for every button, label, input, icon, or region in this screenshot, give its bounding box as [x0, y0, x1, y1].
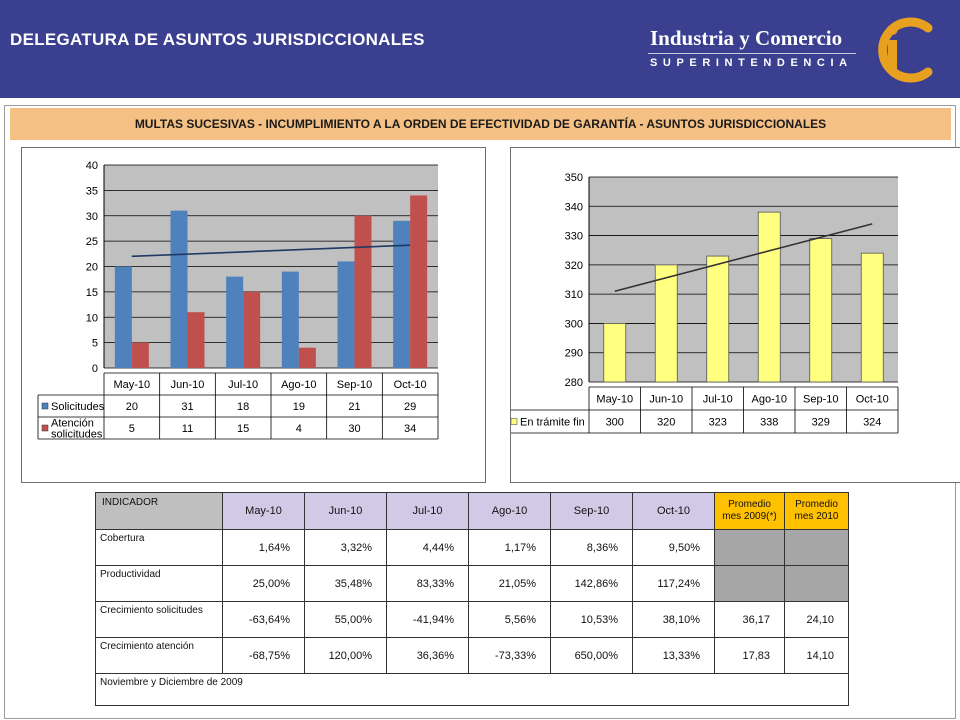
indicator-value: 38,10% [633, 602, 715, 638]
y-tick-label: 300 [564, 318, 583, 331]
data-value-label: 323 [708, 416, 727, 429]
chart-panel-pending [510, 147, 960, 483]
y-tick-label: 40 [85, 160, 98, 172]
bar-atenci-n-solicitudes-May-10 [132, 343, 149, 368]
indicator-table [95, 492, 849, 706]
x-category-label: May-10 [596, 393, 634, 406]
indicator-value: 25,00% [223, 566, 305, 602]
bar-en-tr-mite-fin-Sep-10 [810, 239, 832, 383]
data-value-label: 11 [181, 423, 194, 435]
bar-atenci-n-solicitudes-Jun-10 [188, 312, 205, 368]
x-category-label: Sep-10 [336, 379, 373, 391]
bar-solicitudes-Jul-10 [226, 277, 243, 368]
bar-atenci-n-solicitudes-Sep-10 [355, 216, 372, 368]
bar-solicitudes-Oct-10 [393, 221, 410, 368]
indicator-value: 120,00% [305, 638, 387, 674]
average-2010-value: 14,10 [785, 638, 849, 674]
y-tick-label: 350 [564, 172, 583, 184]
indicator-value: 1,64% [223, 530, 305, 566]
indicator-value: 5,56% [469, 602, 551, 638]
average-2010-header [785, 493, 849, 530]
y-tick-label: 330 [564, 230, 583, 243]
indicator-label: Cobertura [96, 530, 223, 566]
bar-en-tr-mite-fin-Oct-10 [861, 253, 883, 382]
bar-en-tr-mite-fin-May-10 [604, 323, 626, 382]
bar-solicitudes-Sep-10 [338, 261, 355, 368]
indicator-value: 142,86% [551, 566, 633, 602]
indicator-value: 10,53% [551, 602, 633, 638]
x-category-label: May-10 [113, 379, 151, 391]
average-2010-label: Promedio [795, 499, 838, 510]
average-2009-value: 17,83 [715, 638, 785, 674]
average-2010-value [785, 530, 849, 566]
bar-atenci-n-solicitudes-Jul-10 [243, 292, 260, 368]
x-category-label: Jul-10 [702, 393, 733, 406]
footnote: Noviembre y Diciembre de 2009 [96, 674, 849, 706]
x-category-label: Ago-10 [751, 393, 787, 406]
y-tick-label: 15 [85, 286, 98, 299]
indicator-body [96, 530, 849, 706]
y-tick-label: 340 [564, 201, 583, 214]
month-header: Jun-10 [305, 493, 387, 530]
y-tick-label: 320 [564, 259, 583, 272]
indicator-header-row [96, 493, 849, 530]
average-2009-label: Promedio [728, 499, 771, 510]
y-tick-label: 280 [564, 377, 583, 389]
y-tick-label: 310 [564, 289, 583, 302]
indicator-label: Productividad [96, 566, 223, 602]
month-header: Jul-10 [387, 493, 469, 530]
sic-logo-icon [868, 14, 940, 86]
indicator-value: -41,94% [387, 602, 469, 638]
indicator-value: -73,33% [469, 638, 551, 674]
legend-label: Solicitudes [51, 401, 105, 413]
average-2009-value [715, 566, 785, 602]
pending-bar-chart [511, 148, 960, 482]
data-value-label: 324 [863, 416, 882, 429]
y-tick-label: 25 [85, 236, 98, 249]
bar-atenci-n-solicitudes-Ago-10 [299, 348, 316, 368]
y-tick-label: 0 [91, 363, 98, 375]
x-category-label: Jun-10 [170, 379, 205, 391]
data-value-label: 29 [404, 401, 417, 413]
legend-label: Atención [51, 417, 94, 430]
data-value-label: 21 [348, 401, 361, 413]
y-tick-label: 35 [85, 185, 98, 198]
average-2010-value: 24,10 [785, 602, 849, 638]
data-value-label: 5 [128, 423, 135, 435]
legend-label: solicitudes [51, 428, 103, 441]
month-header: Ago-10 [469, 493, 551, 530]
brand-name: Industria y Comercio [650, 26, 843, 50]
legend-swatch [42, 403, 48, 409]
indicator-value: 9,50% [633, 530, 715, 566]
bar-en-tr-mite-fin-Ago-10 [758, 212, 780, 382]
average-2009-sub: mes 2009(*) [722, 511, 777, 522]
average-2009-header [715, 493, 785, 530]
indicator-row [96, 602, 849, 638]
indicator-label: Crecimiento solicitudes [96, 602, 223, 638]
bar-en-tr-mite-fin-Jul-10 [707, 256, 729, 382]
indicator-value: 3,32% [305, 530, 387, 566]
data-value-label: 34 [404, 423, 417, 435]
plot-area [589, 177, 898, 382]
indicator-row [96, 530, 849, 566]
indicator-column-header: INDICADOR [96, 493, 223, 530]
page-title: DELEGATURA DE ASUNTOS JURISDICCIONALES [10, 30, 425, 49]
footnote-row [96, 674, 849, 706]
average-2009-value [715, 530, 785, 566]
indicator-value: 4,44% [387, 530, 469, 566]
x-category-label: Jun-10 [649, 393, 684, 406]
indicator-value: 8,36% [551, 530, 633, 566]
bar-solicitudes-Jun-10 [171, 211, 188, 368]
legend-swatch [511, 419, 517, 425]
x-category-label: Jul-10 [228, 379, 259, 391]
header-bar [0, 0, 960, 98]
average-2010-sub: mes 2010 [794, 511, 839, 522]
month-header: Sep-10 [551, 493, 633, 530]
indicator-value: 83,33% [387, 566, 469, 602]
bar-solicitudes-May-10 [115, 267, 132, 369]
data-value-label: 19 [292, 401, 305, 413]
month-header: Oct-10 [633, 493, 715, 530]
data-value-label: 20 [125, 401, 138, 413]
legend-swatch [42, 425, 48, 431]
x-category-label: Oct-10 [855, 393, 889, 406]
data-value-label: 320 [657, 416, 676, 429]
month-header: May-10 [223, 493, 305, 530]
y-tick-label: 20 [85, 261, 98, 274]
indicator-value: -63,64% [223, 602, 305, 638]
x-category-label: Sep-10 [803, 393, 839, 406]
y-tick-label: 30 [85, 210, 98, 223]
average-2009-value: 36,17 [715, 602, 785, 638]
bar-solicitudes-Ago-10 [282, 272, 299, 368]
requests-bar-chart [22, 148, 485, 482]
x-category-label: Oct-10 [393, 379, 427, 391]
indicator-value: 13,33% [633, 638, 715, 674]
indicator-row [96, 566, 849, 602]
indicator-value: 650,00% [551, 638, 633, 674]
y-tick-label: 10 [85, 312, 98, 325]
chart-panel-requests [21, 147, 486, 483]
x-category-label: Ago-10 [281, 379, 317, 391]
bar-atenci-n-solicitudes-Oct-10 [410, 195, 427, 368]
indicator-value: 21,05% [469, 566, 551, 602]
indicator-value: 35,48% [305, 566, 387, 602]
indicator-label: Crecimiento atención [96, 638, 223, 674]
data-value-label: 18 [237, 401, 250, 413]
report-banner: MULTAS SUCESIVAS - INCUMPLIMIENTO A LA ORDEN DE EFECTIVIDAD DE GARANTÍA - ASUNTOS JURISDICCIONALES [10, 108, 951, 140]
bar-en-tr-mite-fin-Jun-10 [655, 265, 677, 382]
indicator-value: 55,00% [305, 602, 387, 638]
legend-label: En trámite fin [520, 416, 585, 429]
indicator-row [96, 638, 849, 674]
brand-divider [648, 53, 856, 54]
y-tick-label: 290 [564, 347, 583, 360]
data-value-label: 300 [605, 416, 624, 429]
brand-subtitle: SUPERINTENDENCIA [650, 57, 853, 69]
indicator-value: 117,24% [633, 566, 715, 602]
y-tick-label: 5 [91, 337, 98, 350]
indicator-value: 1,17% [469, 530, 551, 566]
indicator-value: 36,36% [387, 638, 469, 674]
data-value-label: 4 [295, 423, 302, 435]
data-value-label: 30 [348, 423, 361, 435]
average-2010-value [785, 566, 849, 602]
data-value-label: 338 [760, 416, 779, 429]
indicator-value: -68,75% [223, 638, 305, 674]
data-value-label: 31 [181, 401, 194, 413]
data-value-label: 15 [237, 423, 250, 435]
data-value-label: 329 [811, 416, 830, 429]
